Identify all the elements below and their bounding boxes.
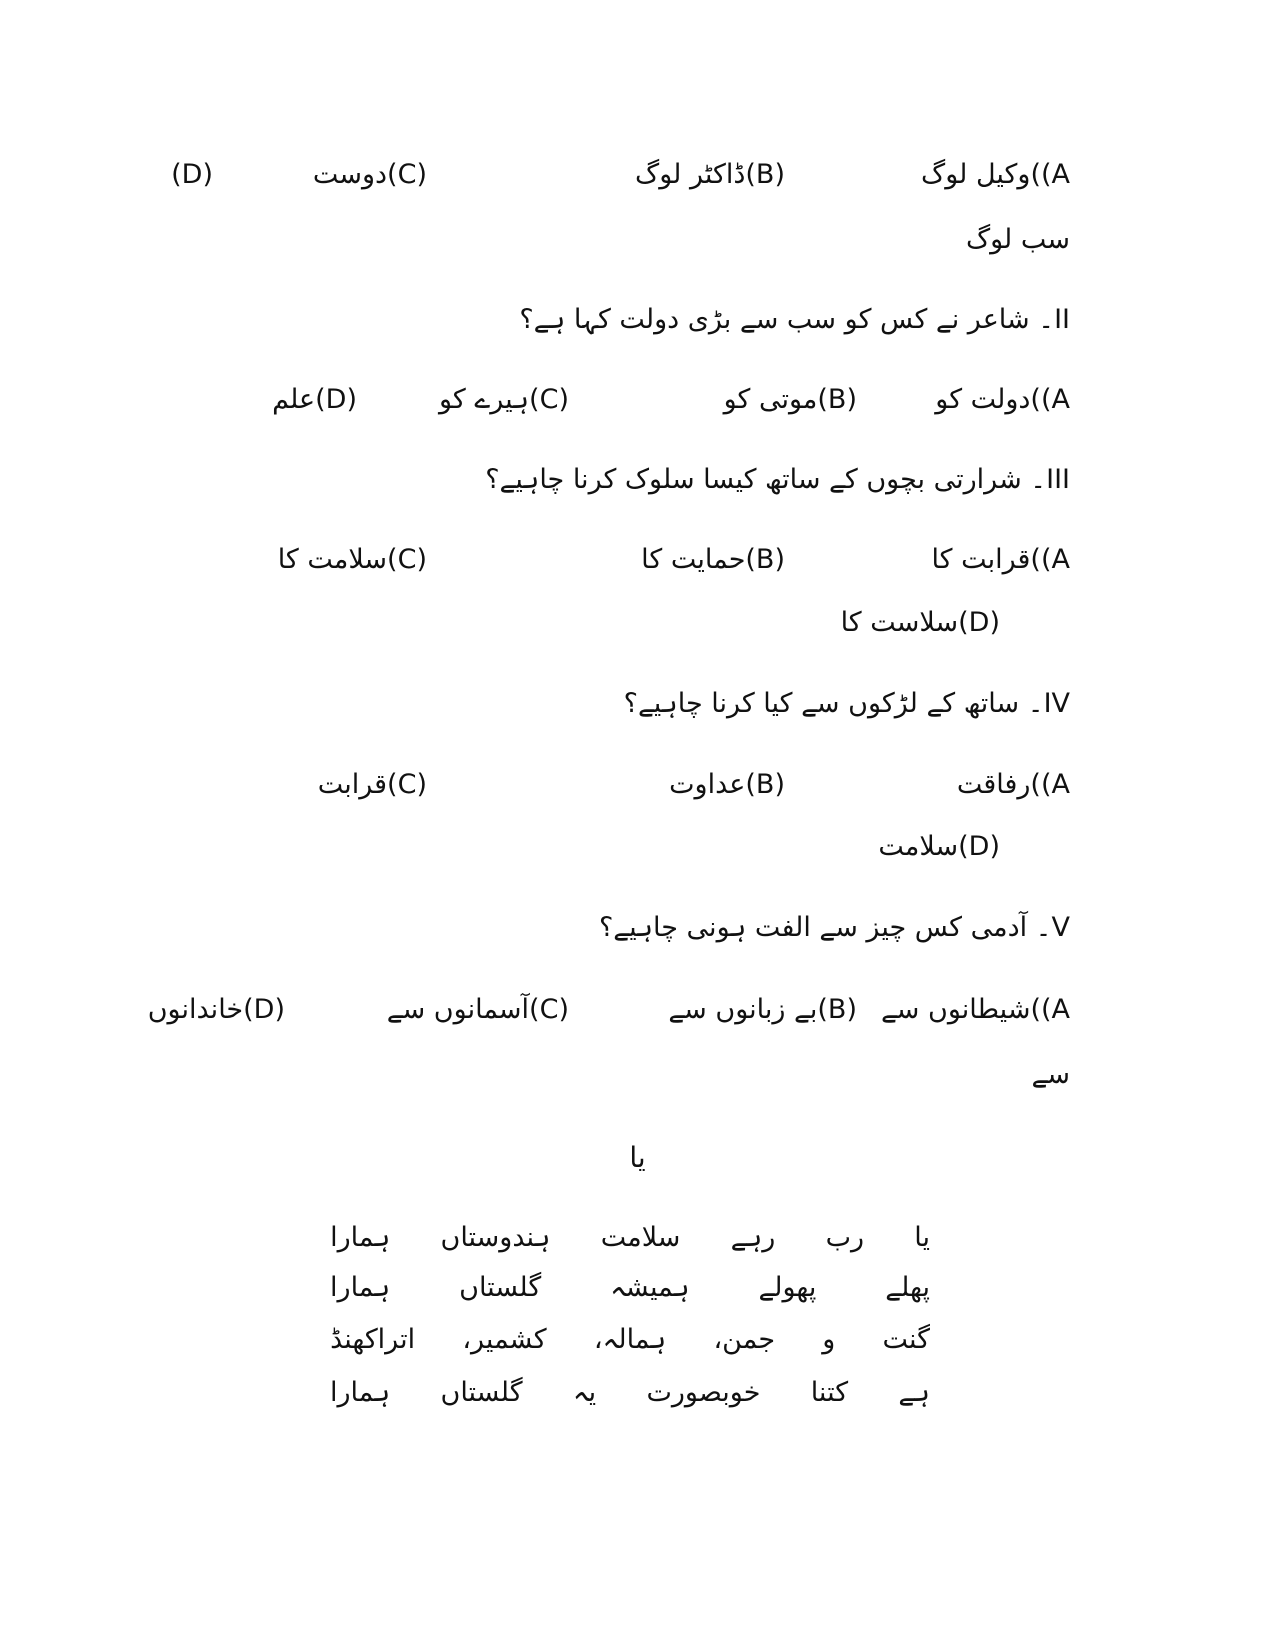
poem-word: جمن، <box>713 1324 776 1355</box>
poem-line-2 <box>330 1268 930 1308</box>
poem-word: ہمارا <box>330 1222 391 1253</box>
q4-option-d: (D)سلامت <box>878 831 1000 862</box>
poem-word: گنت <box>882 1324 930 1355</box>
q4-option-b: (B)عداوت <box>669 769 785 800</box>
q3-option-d: (D)سلاست کا <box>840 607 1000 638</box>
poem-word: یہ <box>572 1377 597 1408</box>
poem-word: سلامت <box>600 1222 681 1253</box>
poem-word: پھولے <box>758 1272 817 1303</box>
q2-option-a: A))دولت کو <box>935 384 1070 415</box>
poem-word: رہے <box>730 1222 776 1253</box>
q4-option-c: (C)قرابت <box>317 769 427 800</box>
q3-option-c: (C)سلامت کا <box>277 544 427 575</box>
poem-word: ہمارا <box>330 1272 391 1303</box>
q2-option-c: (C)ہیرے کو <box>438 384 569 415</box>
or-separator: یا <box>629 1141 646 1174</box>
q1-option-continuation: سب لوگ <box>965 224 1070 255</box>
poem-word: پھلے <box>885 1272 930 1303</box>
poem-word: ہمیشہ <box>610 1272 690 1303</box>
q4-option-a: A))رفاقت <box>956 769 1070 800</box>
poem-word: کتنا <box>810 1377 849 1408</box>
q5-question: V۔ آدمی کس چیز سے الفت ہونی چاہیے؟ <box>598 912 1070 943</box>
q5-option-c: (C)آسمانوں سے <box>386 994 569 1025</box>
poem-word: گلستاں <box>440 1377 523 1408</box>
q4-question: IV۔ ساتھ کے لڑکوں سے کیا کرنا چاہیے؟ <box>623 688 1070 719</box>
poem-word: گلستاں <box>459 1272 542 1303</box>
q1-option-a: A))وکیل لوگ <box>921 159 1070 190</box>
q3-option-a: A))قرابت کا <box>931 544 1070 575</box>
poem-line-3 <box>330 1320 930 1360</box>
poem-word: ہندوستاں <box>440 1222 551 1253</box>
poem-word: اتراکھنڈ <box>330 1324 416 1355</box>
poem-word: یا <box>914 1222 930 1253</box>
q5-option-continuation: سے <box>1031 1059 1070 1090</box>
poem-word: خوبصورت <box>646 1377 761 1408</box>
q2-option-b: (B)موتی کو <box>723 384 857 415</box>
q1-option-d: (D) <box>171 159 213 190</box>
q1-option-c: (C)دوست <box>312 159 427 190</box>
poem-line-4 <box>330 1373 930 1413</box>
poem-word: کشمیر، <box>462 1324 547 1355</box>
poem-word: و <box>822 1324 836 1355</box>
poem-word: ہے <box>898 1377 930 1408</box>
q5-option-d: (D)خاندانوں <box>147 994 285 1025</box>
q3-question: III۔ شرارتی بچوں کے ساتھ کیسا سلوک کرنا چاہیے؟ <box>485 464 1070 495</box>
q2-option-d: (D)علم <box>272 384 357 415</box>
q5-option-b: (B)بے زبانوں سے <box>668 994 857 1025</box>
poem-word: رب <box>825 1222 865 1253</box>
poem-word: ہمارا <box>330 1377 391 1408</box>
poem-word: ہمالہ، <box>593 1324 667 1355</box>
poem-line-1 <box>330 1218 930 1258</box>
q5-option-a: A))شیطانوں سے <box>880 994 1070 1025</box>
q2-question: II۔ شاعر نے کس کو سب سے بڑی دولت کہا ہے؟ <box>519 304 1070 335</box>
q3-option-b: (B)حمایت کا <box>641 544 785 575</box>
q1-option-b: (B)ڈاکٹر لوگ <box>635 159 785 190</box>
